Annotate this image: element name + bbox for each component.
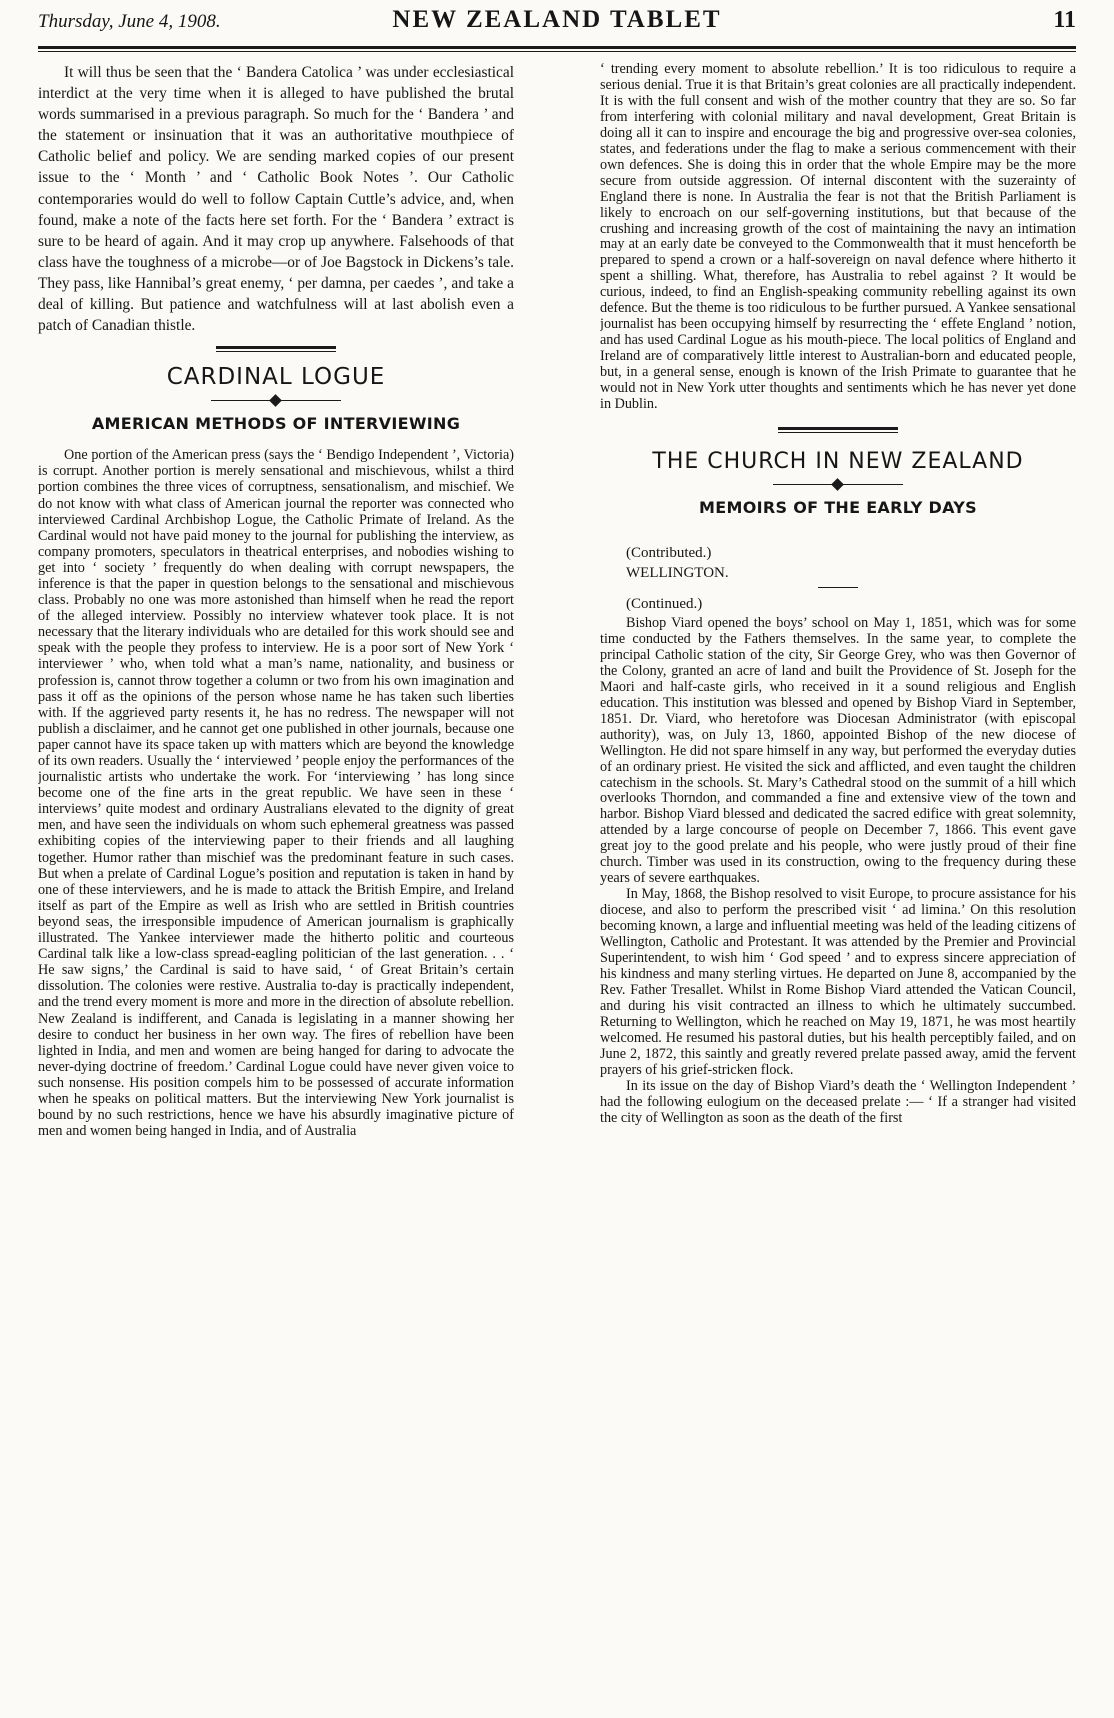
publication-title: NEW ZEALAND TABLET bbox=[392, 6, 722, 33]
ornament-rule bbox=[773, 478, 903, 492]
continued-note: (Continued.) bbox=[626, 595, 703, 612]
article-paragraph: In its issue on the day of Bishop Viard’s death the ‘ Wellington Independent ’ had the following eulogium on the deceased prelate :— ‘ If a stranger had visited the city of Wellington as soon as the death of the first bbox=[600, 1077, 1076, 1126]
short-rule bbox=[818, 587, 858, 588]
section-divider bbox=[216, 346, 336, 352]
article-logue-continued bbox=[600, 62, 1076, 413]
article-paragraph: One portion of the American press (says the ‘ Bendigo Independent ’, Victoria) is corrupt. Another portion is merely sensational and mischievous, whilst a third portion combines the three vices of corruptness, sensationalism, and mischief. We do not know with what class of American journal the reporter was connected who interviewed Cardinal Archbishop Logue, the Catholic Primate of Ireland. As the Cardinal would not have paid money to the journal for publishing the interview, as company promoters, speculators in theatrical enterprises, and nobodies wishing to get into ‘ society ’ frequently do when dealing with corrupt newspapers, the inference is that the paper in question belongs to the sensational and mischievous class. Probably no one was more astonished than himself when he read the report of the alleged interview. Possibly no interview whatever took place. It is not necessary that the literary individuals who are detailed for this work should see and speak with the people they profess to interview. He is a poor sort of New York ‘ interviewer ’ who, when told what a man’s name, nationality, and business or profession is, cannot throw together a column or two from his own imagination and pass it off as the opinions of the person whose name he has taken such liberties with. If the aggrieved party resents it, he has no redress. The newspaper will not publish a disclaimer, and he cannot get one published in other journals, because one paper cannot have its space taken up with matters which are beyond the knowledge of its own readers. Usually the ‘ interviewed ’ people enjoy the performances of the journalistic artists who undertake the work. For ‘interviewing ’ has long since become one of the fine arts in the great republic. We have seen in these ‘ interviews’ quite modest and ordinary Australians elevated to the dignity of great men, and have seen the individuals on whom such ephemeral greatness was passed exhibiting copies of the interviewing paper to their friends and all laughing together. Humor rather than mischief was the predominant feature in such cases. But when a prelate of Cardinal Logue’s position and reputation is taken in hand by one of these interviewers, and he is made to attack the British Empire, and Ireland itself as part of the Empire as well as Irish who are settled in British countries beyond seas, the irresponsible impudence of American journalism is graphically illustrated. The Yankee interviewer made the hitherto politic and courteous Cardinal talk like a low-class spread-eagling politician of the last generation. . . ‘ He saw signs,’ the Cardinal is said to have said, ‘ of Great Britain’s certain dissolution. The colonies were restive. Australia to-day is practically independent, and the trend every moment is more and more in the direction of absolute rebellion. New Zealand is indifferent, and Canada is legislating in a manner showing her desire to conduct her business in her own way. The fires of rebellion have been lighted in India, and men and women are being hanged for daring to advocate the never-dying doctrine of freedom.’ Cardinal Logue could have never given voice to such nonsense. His position compels him to be possessed of accurate information when he speaks on political matters. But the interviewing New York journalist is bound by no such restrictions, hence we have his absurdly imaginative picture of men and women being hanged in India, and of Australia bbox=[38, 447, 514, 1140]
article-title: THE CHURCH IN NEW ZEALAND bbox=[652, 448, 1024, 474]
columns bbox=[38, 62, 1076, 1718]
masthead bbox=[38, 6, 1076, 46]
article-paragraph: It will thus be seen that the ‘ Bandera Catolica ’ was under ecclesiastical interdict at the very time when it is alleged to have published the brutal words summarised in a previous paragraph. So much for the ‘ Bandera ’ and the statement or insinuation that it was an authoritative mouthpiece of Catholic belief and policy. We are sending marked copies of our present issue to the ‘ Month ’ and ‘ Catholic Book Notes ’. Our Catholic contemporaries would do well to follow Captain Cuttle’s advice, and, when found, make a note of the facts here set forth. For the ‘ Bandera ’ extract is sure to be heard of again. And it may crop up anywhere. Falsehoods of that class have the toughness of a microbe—or of Joe Bagstock in Dickens’s tale. They pass, like Hannibal’s great enemy, ‘ per damna, per caedes ’, and take a deal of killing. But patience and watchfulness will at last abolish even a patch of Canadian thistle. bbox=[38, 64, 514, 335]
article-church bbox=[600, 449, 1076, 1127]
article-paragraph: ‘ trending every moment to absolute rebellion.’ It is too ridiculous to require a serious denial. True it is that Britain’s great colonies are all practically independent. It is with the full consent and wish of the mother country that they are so. So far from interfering with colonial military and naval development, Great Britain is doing all it can to inspire and encourage the big and progressive over-sea colonies, states, and federations under the flag to make a serious commencement with their own defences. She is doing this in order that the whole Empire may be the more secure from outside aggression. Of internal discontent with the suzerainty of England there is none. In Australia the fear is not that the British Parliament is likely to encroach on our self-governing institutions, but that because of the crushing and increasing growth of the cost of maintaining the navy an intimation may at an early date be conveyed to the Commonwealth that it must henceforth be prepared to spend a crown or a half-sovereign on naval defence where hitherto it spent a shilling. What, therefore, has Australia to rebel against ? It would be curious, indeed, to find an English-speaking community rebelling against its own defence. But the theme is too ridiculous to be further pursued. A Yankee sensational journalist has been occupying himself by resurrecting the ‘ effete England ’ notion, and has used Cardinal Logue as his mouth-piece. The local politics of England and Ireland are of comparatively little interest to Australian-born and educated people, but, in a general sense, enough is known of the Irish Primate to guarantee that he would not in New York utter thoughts and sentiments which he has never yet done in Dublin. bbox=[600, 62, 1076, 413]
article-logue bbox=[38, 364, 514, 1139]
issue-date: Thursday, June 4, 1908. bbox=[38, 11, 221, 32]
column-right bbox=[600, 62, 1076, 1718]
dateline-place: WELLINGTON. bbox=[626, 564, 729, 581]
page-number: 11 bbox=[1053, 7, 1076, 33]
article-paragraph: In May, 1868, the Bishop resolved to visit Europe, to procure assistance for his diocese, and also to perform the prescribed visit ‘ ad limina.’ On this resolution becoming known, a large and influential meeting was held of the leading citizens of Wellington, Catholic and Protestant. It was attended by the Premier and Provincial Superintendent, to wish him ‘ God speed ’ and to express sincere appreciation of his kindness and many sterling virtues. He departed on June 8, accompanied by the Rev. Father Tresallet. Whilst in Rome Bishop Viard attended the Vatican Council, and during his visit contracted an illness to which he ultimately succumbed. Returning to Wellington, which he reached on May 19, 1871, he was most heartily welcomed. He resumed his pastoral duties, but his health perceptibly failed, and on June 2, 1872, this saintly and greatly revered prelate passed away, amid the fervent prayers of his grief-stricken flock. bbox=[600, 886, 1076, 1078]
column-left bbox=[38, 62, 514, 1718]
article-bandera bbox=[38, 62, 514, 336]
article-subtitle: MEMOIRS OF THE EARLY DAYS bbox=[699, 497, 977, 517]
contributed-note: (Contributed.) bbox=[626, 544, 712, 561]
masthead-rule-thin bbox=[38, 51, 1076, 52]
article-subtitle: AMERICAN METHODS OF INTERVIEWING bbox=[91, 414, 461, 434]
article-paragraph: Bishop Viard opened the boys’ school on May 1, 1851, which was for some time conducted by the Fathers themselves. In the same year, to complete the principal Catholic station of the city, Sir George Grey, who was then Governor of the Colony, granted an acre of land and built the Providence of St. Joseph for the Maori and half-caste girls, who received in it a sound religious and English education. This institution was blessed and opened by Bishop Viard in September, 1851. Dr. Viard, who heretofore was Diocesan Administrator (with episcopal authority), was, on July 13, 1860, appointed Bishop of the new diocese of Wellington. He did not spare himself in any way, but performed the everyday duties of an ordinary priest. He visited the sick and afflicted, and even taught the children catechism in the schools. St. Mary’s Cathedral stood on the summit of a hill which overlooks Thorndon, and commanded a fine and extensive view of the town and harbor. Bishop Viard blessed and dedicated the sacred edifice with great solemnity, attended by a large concourse of people on December 7, 1866. This event gave great joy to the good prelate and his people, who were justly proud of their fine church. Timber was used in its construction, owing to the frequency during these years of severe earthquakes. bbox=[600, 614, 1076, 887]
masthead-rule bbox=[38, 46, 1076, 49]
ornament-rule bbox=[211, 394, 341, 408]
article-title: CARDINAL LOGUE bbox=[166, 364, 386, 391]
section-divider bbox=[778, 427, 898, 433]
